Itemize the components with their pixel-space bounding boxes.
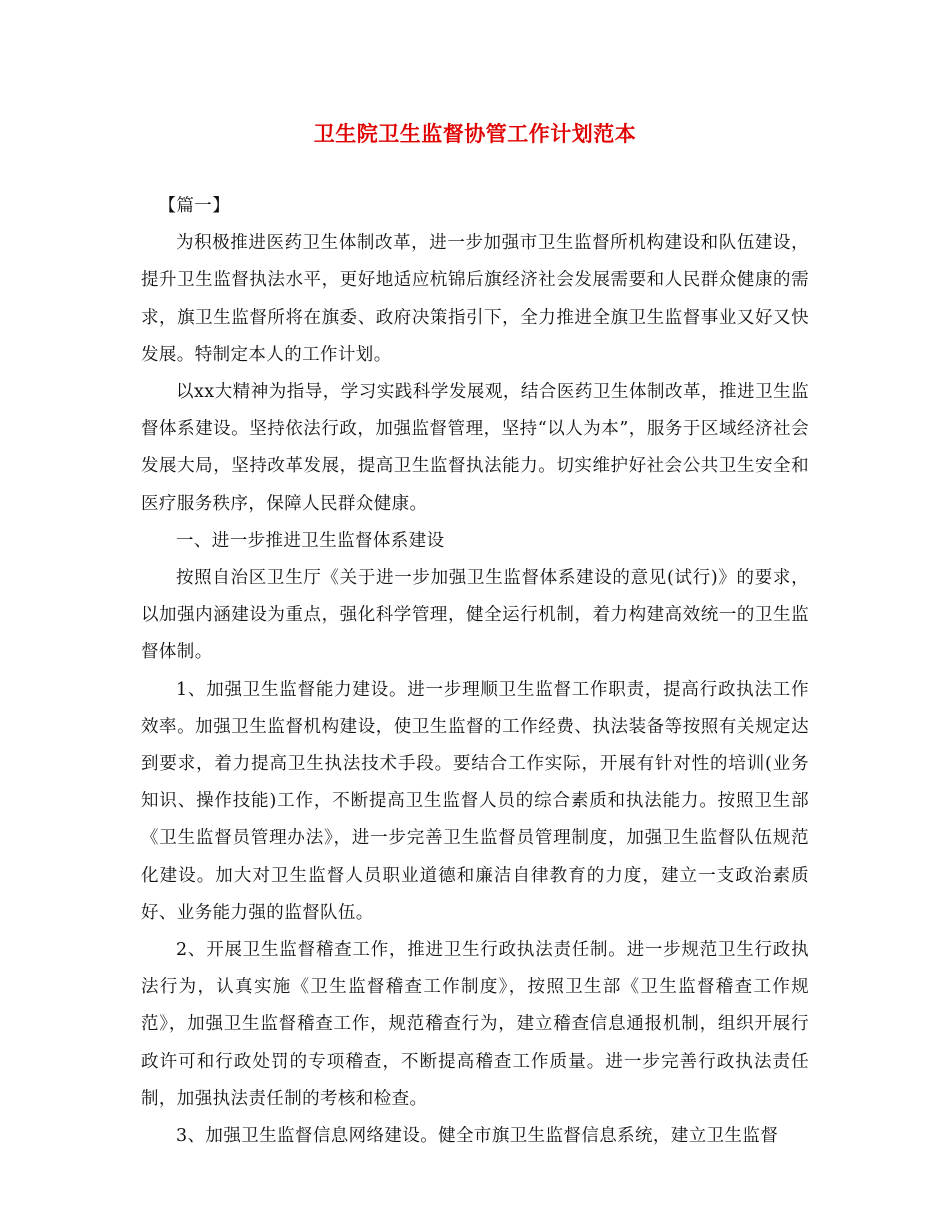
paragraph-item-3: 3、加强卫生监督信息网络建设。健全市旗卫生监督信息系统，建立卫生监督 <box>176 1126 779 1147</box>
paragraph-heading-one: 一、进一步推进卫生监督体系建设 <box>176 530 445 551</box>
paragraph-system-building: 按照自治区卫生厅《关于进一步加强卫生监督体系建设的意见(试行)》的要求，以加强内涵建设为重点，强化科学管理，健全运行机制，着力构建高效统一的卫生监督体制。 <box>141 568 809 663</box>
paragraph-intro: 为积极推进医药卫生体制改革，进一步加强市卫生监督所机构建设和队伍建设，提升卫生监督执法水平，更好地适应杭锦后旗经济社会发展需要和人民群众健康的需求，旗卫生监督所将在旗委、政府决策指引下，全力推进全旗卫生监督事业又好又快发展。特制定本人的工作计划。 <box>141 233 809 365</box>
paragraph-guiding-principle: 以xx大精神为指导，学习实践科学发展观，结合医药卫生体制改革，推进卫生监督体系建设。坚持依法行政，加强监督管理，坚持“以人为本”，服务于区域经济社会发展大局，坚持改革发展，提高卫生监督执法能力。切实维护好社会公共卫生安全和医疗服务秩序，保障人民群众健康。 <box>141 382 809 514</box>
section-heading: 【篇一】 <box>158 196 231 216</box>
document-title: 卫生院卫生监督协管工作计划范本 <box>313 122 637 146</box>
paragraph-item-2: 2、开展卫生监督稽查工作，推进卫生行政执法责任制。进一步规范卫生行政执法行为，认真实施《卫生监督稽查工作制度》，按照卫生部《卫生监督稽查工作规范》，加强卫生监督稽查工作，规范稽查行为，建立稽查信息通报机制，组织开展行政许可和行政处罚的专项稽查，不断提高稽查工作质量。进一步完善行政执法责任制，加强执法责任制的考核和检查。 <box>141 940 809 1109</box>
paragraph-item-1: 1、加强卫生监督能力建设。进一步理顺卫生监督工作职责，提高行政执法工作效率。加强卫生监督机构建设，使卫生监督的工作经费、执法装备等按照有关规定达到要求，着力提高卫生执法技术手段。要结合工作实际，开展有针对性的培训(业务知识、操作技能)工作，不断提高卫生监督人员的综合素质和执法能力。按照卫生部《卫生监督员管理办法》，进一步完善卫生监督员管理制度，加强卫生监督队伍规范化建设。加大对卫生监督人员职业道德和廉洁自律教育的力度，建立一支政治素质好、业务能力强的监督队伍。 <box>141 679 809 923</box>
document-body <box>141 188 809 1155</box>
